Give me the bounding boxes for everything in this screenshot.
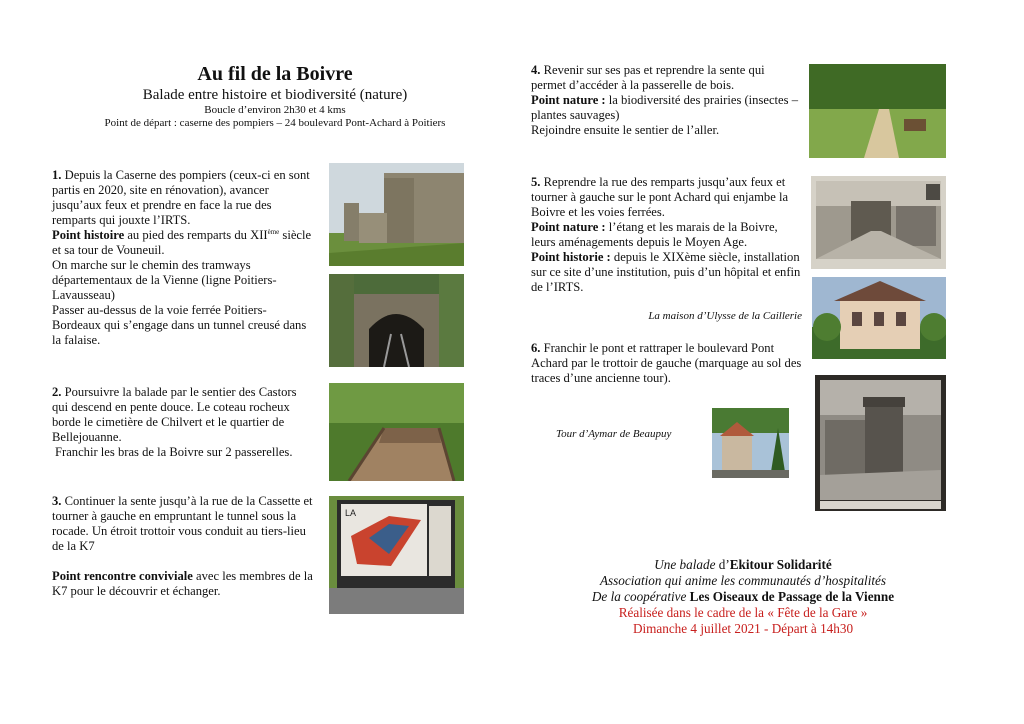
footer-line-3: De la coopérative Les Oiseaux de Passage de la Vienne xyxy=(591,589,895,604)
path-photo xyxy=(809,64,946,158)
step-number: 4. xyxy=(531,63,541,77)
caption-tour: Tour d’Aymar de Beaupuy xyxy=(556,428,672,440)
postcard-photo xyxy=(811,176,946,269)
step-1-histoire: Point histoire au pied des remparts du XIIème siècle et sa tour de Vouneuil. xyxy=(52,227,312,257)
step-1-tramway: On marche sur le chemin des tramways départementaux de la Vienne (ligne Poitiers-Lavausseau) xyxy=(52,258,277,302)
header xyxy=(60,62,490,130)
step-number: 2. xyxy=(52,385,62,399)
house-photo xyxy=(812,277,946,359)
step-2: 2. Poursuivre la balade par le sentier des Castors qui descend en pente douce. Le coteau rocheux borde le cimetière de Chilvert et le quartier de Bellejouanne. Franchir les bras de la Boivre sur 2 passerelles. xyxy=(52,385,297,459)
step-number: 3. xyxy=(52,494,62,508)
footer-line-1: Une balade d’Ekitour Solidarité xyxy=(654,557,832,572)
k7-sign-photo xyxy=(329,496,464,614)
tunnel-photo xyxy=(329,274,464,367)
step-number: 6. xyxy=(531,341,541,355)
start-point: Point de départ : caserne des pompiers – 24 boulevard Pont-Achard à Poitiers xyxy=(104,117,446,129)
footer xyxy=(548,557,938,637)
page-title: Au fil de la Boivre xyxy=(197,63,353,85)
step-6: 6. Franchir le pont et rattraper le boulevard Pont Achard par le trottoir de gauche (marquage au sol des traces d’une ancienne tour). xyxy=(531,341,802,385)
step-3: 3. Continuer la sente jusqu’à la rue de la Cassette et tourner à gauche en empruntant le tunnel sous la rocade. Un étroit trottoir vous conduit au tiers-lieu de la K7 Point rencontre conviviale avec les membres de la K7 pour le découvrir et échanger. xyxy=(52,494,313,598)
footer-line-2: Association qui anime les communautés d’hospitalités xyxy=(599,573,887,588)
sign-text: LA xyxy=(345,508,357,518)
step-1 xyxy=(52,168,314,348)
old-tower-photo xyxy=(815,375,946,511)
page-subtitle: Balade entre histoire et biodiversité (nature) xyxy=(142,87,408,103)
step-1-intro: 1. Depuis la Caserne des pompiers (ceux-ci en sont partis en 2020, site en rénovation), avancer jusqu’aux feux et prendre en face la rue des remparts qui jouxte l’IRTS. xyxy=(52,168,310,227)
footbridge-photo xyxy=(329,383,464,481)
step-5: 5. Reprendre la rue des remparts jusqu’aux feux et tourner à gauche sur le pont Achard qui enjambe la Boivre et les voies ferrées. Point nature : l’étang et les marais de la Boivre, leurs aménagements depuis le Moyen Age. Point historie : depuis le XIXème siècle, installation sur ce site d’une institution, puis d’un hôpital et enfin de l’IRTS. xyxy=(531,175,801,294)
step-4: 4. Revenir sur ses pas et reprendre la sente qui permet d’accéder à la passerelle de bois. Point nature : la biodiversité des prairies (insectes – plantes sauvages) Rejoindre ensuite le sentier de l’aller. xyxy=(531,63,798,137)
step-number: 1. xyxy=(52,168,62,182)
step-1-railway: Passer au-dessus de la voie ferrée Poitiers-Bordeaux qui s’engage dans un tunnel creusé dans la falaise. xyxy=(52,303,307,347)
footer-line-5: Dimanche 4 juillet 2021 - Départ à 14h30 xyxy=(632,621,854,636)
ramparts-photo xyxy=(329,163,464,266)
tower-photo xyxy=(712,408,789,478)
step-number: 5. xyxy=(531,175,541,189)
loop-info: Boucle d’environ 2h30 et 4 kms xyxy=(204,104,346,116)
caption-maison: La maison d’Ulysse de la Caillerie xyxy=(648,310,802,322)
footer-line-4: Réalisée dans le cadre de la « Fête de la Gare » xyxy=(618,605,868,620)
